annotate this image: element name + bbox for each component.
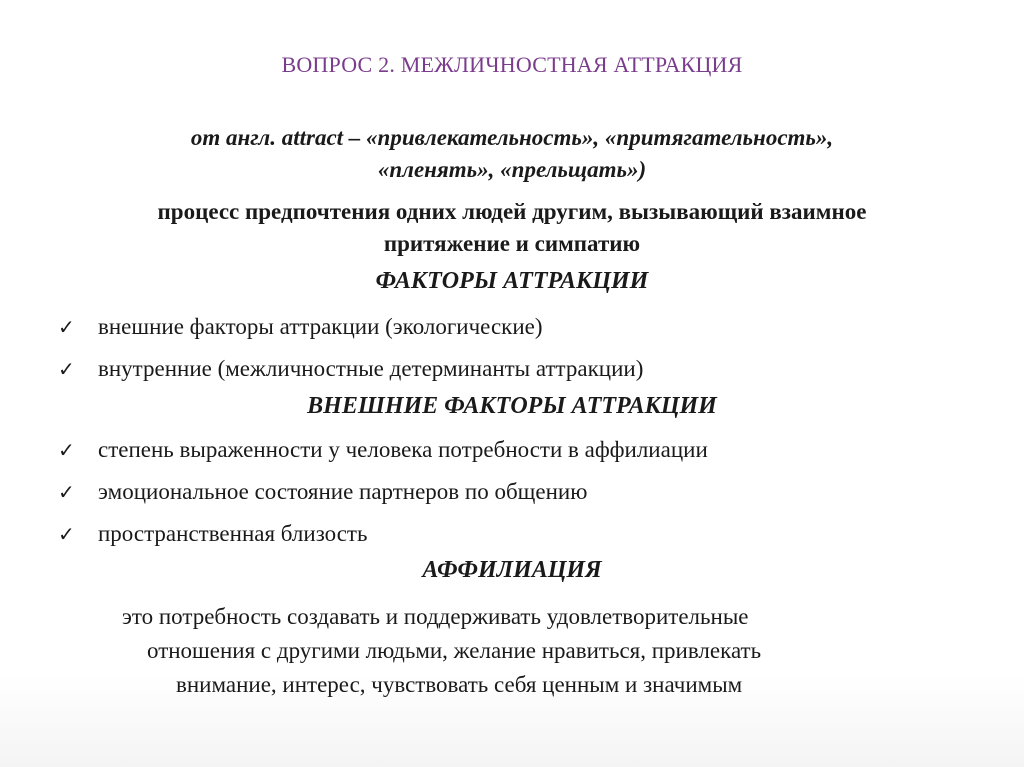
factors-list	[58, 313, 643, 397]
list-item-text: степень выраженности у человека потребности в аффилиации	[98, 437, 708, 462]
affiliation-line: отношения с другими людьми, желание нравиться, привлекать	[147, 638, 762, 663]
affiliation-paragraph	[0, 600, 1024, 702]
definition-line: процесс предпочтения одних людей другим, вызывающий взаимное	[157, 199, 867, 224]
list-item	[58, 478, 708, 520]
etymology-line: «пленять», «прельщать»)	[377, 157, 647, 182]
list-item	[58, 520, 708, 562]
list-item-text: внутренние (межличностные детерминанты аттракции)	[98, 356, 644, 381]
list-item-text: пространственная близость	[98, 521, 368, 546]
definition-line: притяжение и симпатию	[383, 231, 641, 256]
etymology-block	[0, 122, 1024, 186]
external-factors-heading: ВНЕШНИЕ ФАКТОРЫ АТТРАКЦИИ	[307, 393, 717, 419]
definition-block	[0, 196, 1024, 260]
list-item-text: внешние факторы аттракции (экологические)	[98, 314, 543, 339]
affiliation-heading: АФФИЛИАЦИЯ	[422, 557, 602, 583]
slide-title: ВОПРОС 2. МЕЖЛИЧНОСТНАЯ АТТРАКЦИЯ	[281, 52, 743, 77]
list-item	[58, 355, 643, 397]
external-factors-list	[58, 436, 708, 562]
list-item-text: эмоциональное состояние партнеров по общению	[98, 479, 588, 504]
checkmark-icon: ✓	[58, 315, 75, 339]
checkmark-icon: ✓	[58, 438, 75, 462]
checkmark-icon: ✓	[58, 480, 75, 504]
factors-heading: ФАКТОРЫ АТТРАКЦИИ	[375, 268, 649, 294]
checkmark-icon: ✓	[58, 522, 75, 546]
affiliation-line: это потребность создавать и поддерживать удовлетворительные	[122, 604, 749, 629]
list-item	[58, 436, 708, 478]
affiliation-line: внимание, интерес, чувствовать себя ценным и значимым	[176, 672, 743, 697]
list-item	[58, 313, 643, 355]
etymology-line: от англ. attract – «привлекательность», «притягательность»,	[190, 125, 834, 150]
checkmark-icon: ✓	[58, 357, 75, 381]
